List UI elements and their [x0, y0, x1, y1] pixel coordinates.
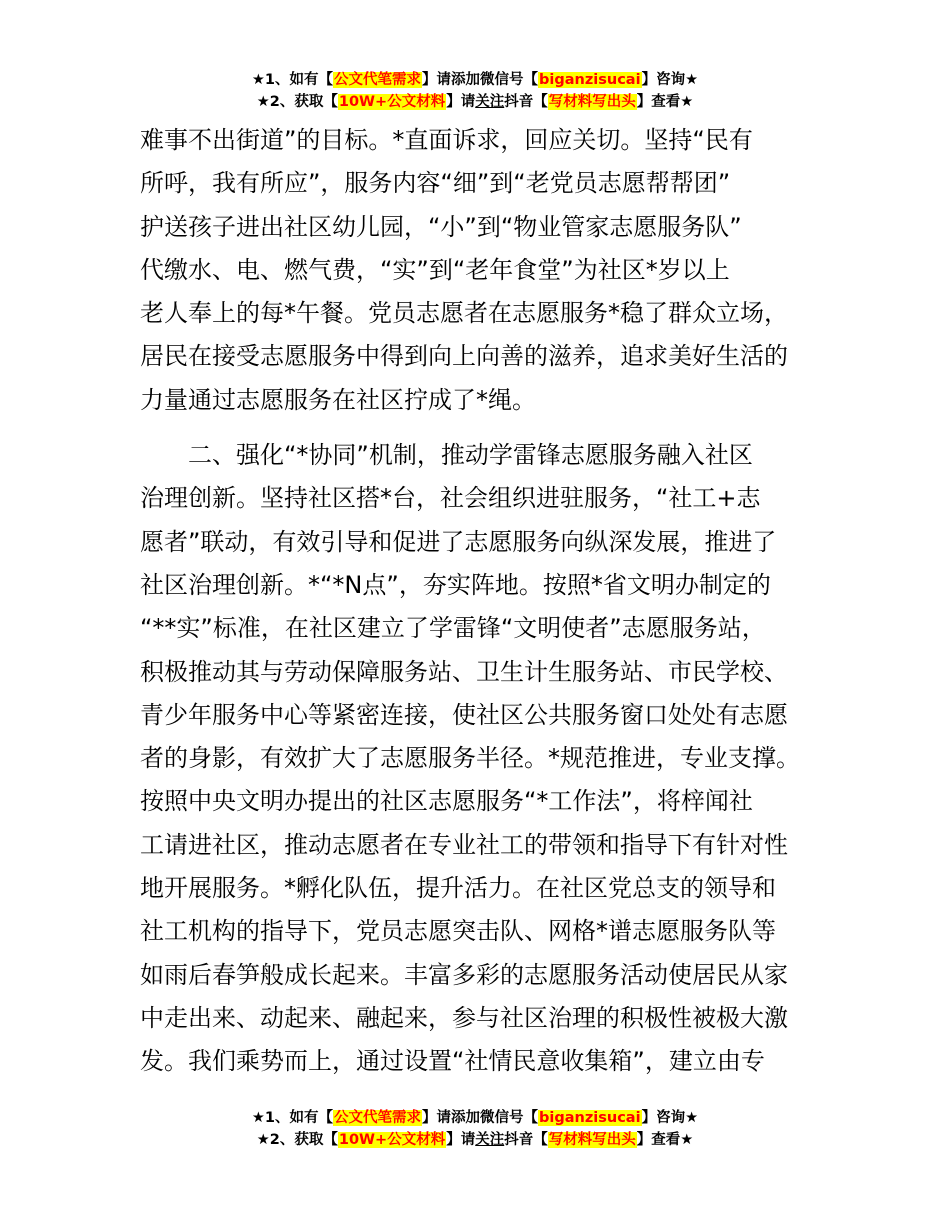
text-line: 地开展服务。*孵化队伍，提升活力。在社区党总支的领导和 [140, 874, 776, 903]
text-line: 代缴水、电、燃气费，“实”到“老年食堂”为社区*岁以上 [140, 255, 730, 284]
highlight-service: 公文代笔需求 [334, 72, 422, 88]
banner-text: 】请 [446, 1132, 476, 1148]
text-line: 二、强化“*协同”机制，推动学雷锋志愿服务融入社区 [188, 441, 753, 470]
text-line: 所呼，我有所应”，服务内容“细”到“老党员志愿帮帮团” [140, 169, 731, 198]
text-line: 青少年服务中心等紧密连接，使社区公共服务窗口处处有志愿 [140, 700, 788, 729]
banner-text: ★1、如有【 [251, 72, 334, 88]
banner-text: 抖音【 [504, 94, 548, 110]
text-line: 如雨后春笋般成长起来。丰富多彩的志愿服务活动使居民从家 [140, 960, 788, 989]
underlined-follow: 关注 [475, 1132, 505, 1148]
banner-text: 】咨询★ [641, 1110, 699, 1126]
header-banner [0, 69, 950, 113]
text-line: 按照中央文明办提出的社区志愿服务“*工作法”，将梓闻社 [140, 787, 753, 816]
banner-text: 抖音【 [504, 1132, 548, 1148]
highlight-wechat-id: biganzisucai [539, 72, 641, 88]
text-line: 力量通过志愿服务在社区拧成了*绳。 [140, 385, 536, 414]
text-line: “**实”标准，在社区建立了学雷锋“文明使者”志愿服务站， [140, 614, 766, 643]
highlight-wechat-id: biganzisucai [539, 1110, 641, 1126]
banner-text: 】请添加微信号【 [422, 1110, 539, 1126]
banner-text: 】请 [446, 94, 476, 110]
highlight-materials: 10W+公文材料 [338, 94, 446, 110]
text-line: 社工机构的指导下，党员志愿突击队、网格*谱志愿服务队等 [140, 917, 776, 946]
text-line: 积极推动其与劳动保障服务站、卫生计生服务站、市民学校、 [140, 657, 788, 686]
banner-text: 】查看★ [636, 1132, 694, 1148]
text-line: 愿者”联动，有效引导和促进了志愿服务向纵深发展，推进了 [140, 527, 777, 556]
text-line: 工请进社区，推动志愿者在专业社工的带领和指导下有针对性 [140, 830, 788, 859]
highlight-materials: 10W+公文材料 [338, 1132, 446, 1148]
document-body [140, 119, 840, 1084]
underlined-follow: 关注 [475, 94, 505, 110]
banner-line-2 [0, 91, 950, 113]
text-line: 老人奉上的每*午餐。党员志愿者在志愿服务*稳了群众立场， [140, 299, 788, 328]
paragraph-1 [140, 119, 840, 422]
text-line: 者的身影，有效扩大了志愿服务半径。*规范推进，专业支撑。 [140, 744, 800, 773]
banner-text: ★1、如有【 [251, 1110, 334, 1126]
text-line: 发。我们乘势而上，通过设置“社情民意收集箱”，建立由专 [140, 1047, 765, 1076]
highlight-douyin-account: 写材料写出头 [548, 94, 636, 110]
text-line: 社区治理创新。*“*N点”，夯实阵地。按照*省文明办制定的 [140, 570, 771, 599]
footer-banner [0, 1107, 950, 1151]
text-line: 治理创新。坚持社区搭*台，社会组织进驻服务，“社工+志 [140, 484, 761, 513]
highlight-douyin-account: 写材料写出头 [548, 1132, 636, 1148]
banner-text: ★2、获取【 [256, 94, 338, 110]
banner-text: 】请添加微信号【 [422, 72, 539, 88]
highlight-service: 公文代笔需求 [334, 1110, 422, 1126]
text-line: 中走出来、动起来、融起来，参与社区治理的积极性被极大激 [140, 1003, 788, 1032]
text-line: 难事不出街道”的目标。*直面诉求，回应关切。坚持“民有 [140, 126, 753, 154]
text-line: 居民在接受志愿服务中得到向上向善的滋养，追求美好生活的 [140, 342, 788, 371]
paragraph-2 [140, 434, 840, 1083]
banner-text: ★2、获取【 [256, 1132, 338, 1148]
text-line: 护送孩子进出社区幼儿园，“小”到“物业管家志愿服务队” [140, 212, 742, 241]
banner-line-2 [0, 1129, 950, 1151]
banner-line-1 [0, 1107, 950, 1129]
banner-text: 】查看★ [636, 94, 694, 110]
banner-line-1 [0, 69, 950, 91]
banner-text: 】咨询★ [641, 72, 699, 88]
